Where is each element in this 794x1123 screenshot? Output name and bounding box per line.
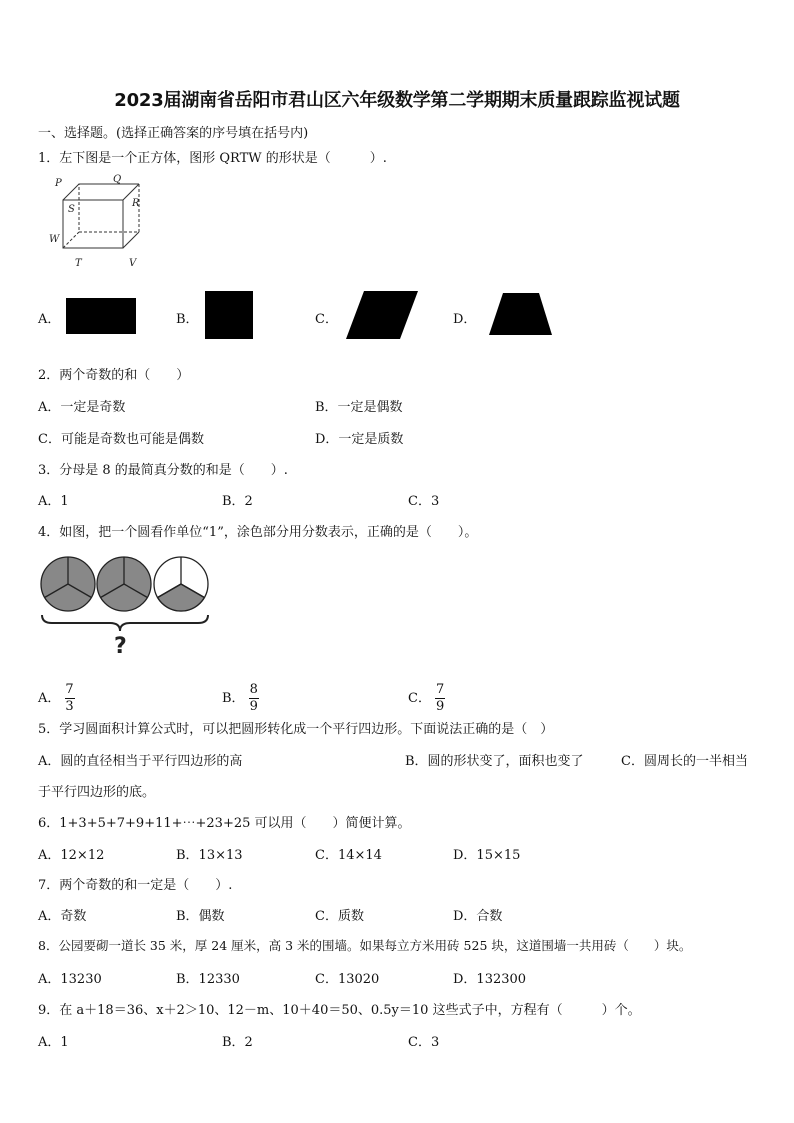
- q8-option-c[interactable]: C．13020: [315, 972, 380, 987]
- q6-option-c[interactable]: C．14×14: [315, 848, 382, 863]
- q9-option-b[interactable]: B．2: [222, 1035, 253, 1050]
- q8-option-d[interactable]: D．132300: [453, 972, 527, 987]
- q7-option-b[interactable]: B．偶数: [176, 909, 225, 924]
- q1-shape-square: [205, 291, 253, 339]
- q9-option-c[interactable]: C．3: [408, 1035, 440, 1050]
- question-3-stem: 3．分母是 8 的最简真分数的和是（ ）.: [38, 463, 288, 478]
- q1-shape-rectangle: [66, 298, 136, 334]
- cube-label-w: W: [49, 234, 60, 245]
- cube-label-q: Q: [113, 174, 122, 185]
- q3-option-a[interactable]: A．1: [38, 494, 69, 509]
- question-4-stem: 4．如图，把一个圆看作单位“1”，涂色部分用分数表示，正确的是（ ）。: [38, 525, 478, 540]
- question-1-stem: 1．左下图是一个正方体，图形 QRTW 的形状是（ ）.: [38, 151, 387, 166]
- question-2-stem: 2．两个奇数的和（ ）: [38, 368, 190, 383]
- q4-option-c-label: C．: [408, 691, 431, 706]
- question-9-stem: 9．在 a＋18＝36、x＋2＞10、12－m、10＋40＝50、0.5y＝10 这些式子中，方程有（ ）个。: [38, 1003, 641, 1018]
- section-heading: 一、选择题。(选择正确答案的序号填在括号内): [38, 126, 309, 141]
- q7-option-c[interactable]: C．质数: [315, 909, 364, 924]
- cube-label-p: P: [55, 178, 62, 189]
- q6-option-a[interactable]: A．12×12: [38, 848, 105, 863]
- fraction-denominator: 3: [65, 699, 74, 714]
- q4-option-a-label: A．: [38, 691, 61, 706]
- q4-option-c[interactable]: [408, 682, 445, 715]
- question-8-stem: 8．公园要砌一道长 35 米，厚 24 厘米，高 3 米的围墙。如果每立方米用砖 525 块，这道围墙一共用砖（ ）块。: [38, 938, 692, 953]
- q7-option-d[interactable]: D．合数: [453, 909, 503, 924]
- q1-option-d[interactable]: D．: [453, 312, 477, 327]
- q2-option-a[interactable]: A．一定是奇数: [38, 400, 126, 415]
- q7-option-a[interactable]: A．奇数: [38, 909, 87, 924]
- q5-option-c[interactable]: C．圆周长的一半相当: [621, 754, 748, 769]
- q3-option-c[interactable]: C．3: [408, 494, 440, 509]
- q5-option-a[interactable]: A．圆的直径相当于平行四边形的高: [38, 754, 243, 769]
- q2-option-b[interactable]: B．一定是偶数: [315, 400, 403, 415]
- question-7-stem: 7．两个奇数的和一定是（ ）.: [38, 878, 233, 893]
- q8-option-b[interactable]: B．12330: [176, 972, 240, 987]
- q4-circles-figure: [40, 555, 215, 660]
- cube-figure: [45, 172, 155, 272]
- q4-option-b-label: B．: [222, 691, 245, 706]
- q2-option-d[interactable]: D．一定是质数: [315, 432, 404, 447]
- q8-option-a[interactable]: A．13230: [38, 972, 102, 987]
- question-6-stem: 6．1+3+5+7+9+11+⋯+23+25 可以用（ ）简便计算。: [38, 816, 411, 831]
- q4-question-mark: ?: [114, 634, 127, 659]
- q4-option-a[interactable]: [38, 682, 75, 715]
- cube-label-t: T: [75, 258, 82, 269]
- q2-option-c[interactable]: C．可能是奇数也可能是偶数: [38, 432, 204, 447]
- q1-shape-trapezoid: [489, 293, 553, 337]
- q4-option-b[interactable]: [222, 682, 259, 715]
- fraction-numerator: 7: [65, 682, 74, 697]
- q4-option-c-fraction: [435, 682, 445, 715]
- q6-option-b[interactable]: B．13×13: [176, 848, 243, 863]
- q5-option-b[interactable]: B．圆的形状变了，面积也变了: [405, 754, 584, 769]
- q5-option-c-continued: 于平行四边形的底。: [38, 785, 156, 800]
- fraction-numerator: 7: [435, 682, 445, 697]
- q1-option-a[interactable]: A．: [38, 312, 61, 327]
- page-title: 2023届湖南省岳阳市君山区六年级数学第二学期期末质量跟踪监视试题: [114, 90, 680, 111]
- q1-option-b[interactable]: B．: [176, 312, 199, 327]
- cube-label-s: S: [68, 204, 75, 215]
- q1-option-c[interactable]: C．: [315, 312, 338, 327]
- cube-label-r: R: [132, 198, 140, 209]
- q3-option-b[interactable]: B．2: [222, 494, 253, 509]
- fraction-numerator: 8: [249, 682, 258, 697]
- q9-option-a[interactable]: A．1: [38, 1035, 69, 1050]
- q4-option-b-fraction: [249, 682, 259, 715]
- cube-label-v: V: [129, 258, 137, 269]
- fraction-denominator: 9: [435, 699, 445, 714]
- q1-shape-parallelogram: [346, 291, 420, 341]
- q6-option-d[interactable]: D．15×15: [453, 848, 521, 863]
- fraction-denominator: 9: [249, 699, 258, 714]
- question-5-stem: 5．学习圆面积计算公式时，可以把圆形转化成一个平行四边形。下面说法正确的是（ ）: [38, 722, 554, 737]
- q4-option-a-fraction: [65, 682, 75, 715]
